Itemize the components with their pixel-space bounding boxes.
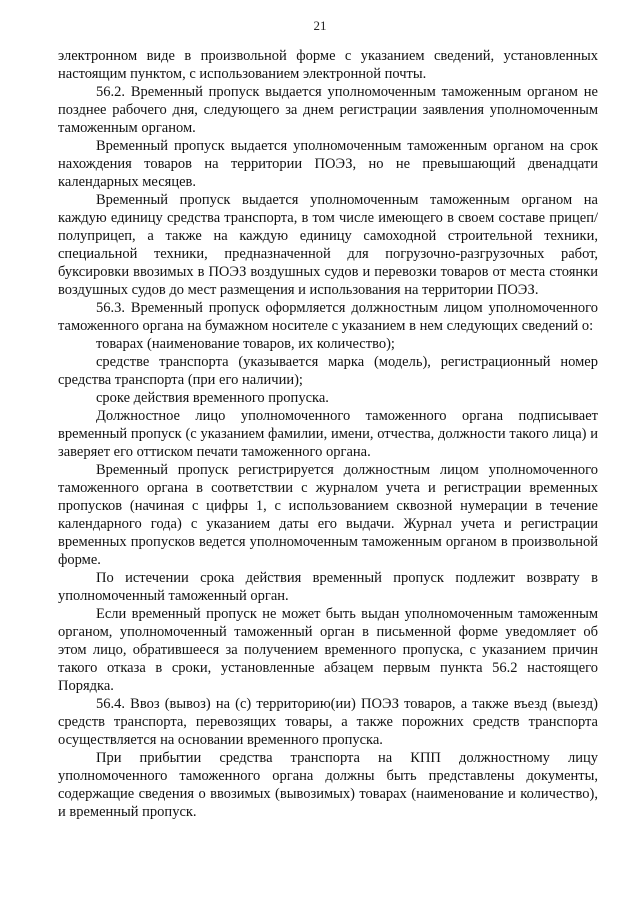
paragraph-pass-term: Временный пропуск выдается уполномоченным таможенным органом на срок нахождения товаров на территории ПОЭЗ, но не превышающий двенадцати календарных месяцев. (58, 138, 598, 190)
paragraph-signature: Должностное лицо уполномоченного таможенного органа подписывает временный пропуск (с указанием фамилии, имени, отчества, должности такого лица) и заверяет его оттиском печати таможенного органа. (58, 408, 598, 460)
paragraph-return: По истечении срока действия временный пропуск подлежит возврату в уполномоченный таможенный орган. (58, 570, 598, 604)
page-number: 21 (313, 18, 327, 33)
paragraph-arrival: При прибытии средства транспорта на КПП должностному лицу уполномоченного таможенного органа должны быть представлены документы, содержащие сведения о ввозимых (вывозимых) товарах (наименование и количество), и временный пропуск. (58, 750, 598, 820)
document-body (58, 47, 598, 821)
paragraph-56-4: 56.4. Ввоз (вывоз) на (с) территорию(ии) ПОЭЗ товаров, а также въезд (выезд) средств транспорта, перевозящих товары, а также порожних средств транспорта осуществляется на основании временного пропуска. (58, 696, 598, 748)
paragraph-refusal: Если временный пропуск не может быть выдан уполномоченным таможенным органом, уполномоченный таможенный орган в письменной форме уведомляет об этом лицо, обратившееся за получением временного пропуска, с указанием причин такого отказа в сроки, установленные абзацем первым пункта 56.2 настоящего Порядка. (58, 606, 598, 694)
paragraph-registration: Временный пропуск регистрируется должностным лицом уполномоченного таможенного органа в соответствии с журналом учета и регистрации временных пропусков (начиная с цифры 1, с использованием сквозной нумерации в течение календарного года) с указанием даты его выдачи. Журнал учета и регистрации временных пропусков ведется уполномоченным таможенным органом в произвольной форме. (58, 462, 598, 568)
paragraph-continuation: электронном виде в произвольной форме с указанием сведений, установленных настоящим пунктом, с использованием электронной почты. (58, 48, 598, 82)
paragraph-56-2: 56.2. Временный пропуск выдается уполномоченным таможенным органом не позднее рабочего дня, следующего за днем регистрации заявления уполномоченным таможенным органом. (58, 84, 598, 136)
list-item-goods: товарах (наименование товаров, их количество); (96, 336, 395, 352)
paragraph-56-3: 56.3. Временный пропуск оформляется должностным лицом уполномоченного таможенного органа на бумажном носителе с указанием в нем следующих сведений о: (58, 300, 598, 334)
list-item-validity: сроке действия временного пропуска. (96, 390, 329, 406)
list-item-vehicle: средстве транспорта (указывается марка (модель), регистрационный номер средства транспорта (при его наличии); (58, 354, 598, 388)
paragraph-pass-per-vehicle: Временный пропуск выдается уполномоченным таможенным органом на каждую единицу средства транспорта, в том числе имеющего в своем составе прицеп/полуприцеп, а также на каждую единицу самоходной строительной техники, специальной техники, предназначенной для погрузочно-разгрузочных работ, буксировки ввозимых в ПОЭЗ воздушных судов и перевозки товаров от места стоянки воздушных судов до мест размещения и использования на территории ПОЭЗ. (58, 192, 598, 298)
